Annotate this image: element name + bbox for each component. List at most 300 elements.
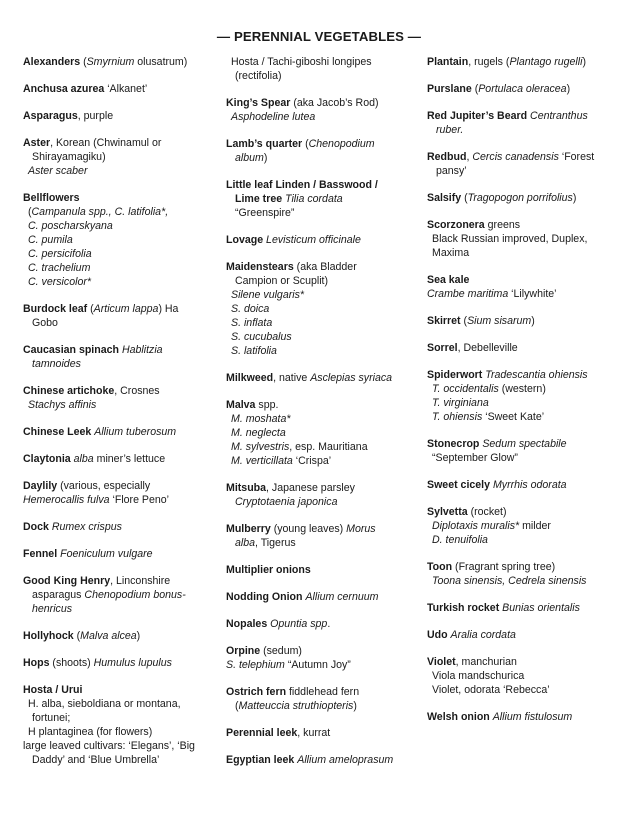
description-text: (shoots) (49, 657, 94, 669)
botanical-name: M. verticillata (231, 455, 293, 467)
entry-heading-line (427, 560, 627, 574)
entry-detail-line (23, 261, 219, 275)
description-text: asparagus (32, 589, 85, 601)
description-text: ( (73, 630, 81, 642)
entry-heading-line (226, 481, 416, 495)
entry-heading-line (427, 55, 627, 69)
common-name: Orpine (226, 645, 261, 657)
description-text: large leaved cultivars: ‘Elegans’, ‘Big (23, 740, 195, 752)
plant-entry (427, 505, 627, 547)
plant-entry (427, 710, 627, 724)
entry-detail-line (226, 440, 416, 454)
common-name: Red Jupiter’s Beard (427, 110, 528, 122)
description-text: pansy’ (436, 165, 467, 177)
plant-entry (427, 628, 627, 642)
entry-heading-line (427, 710, 627, 724)
description-text: ) (353, 700, 357, 712)
plant-entry (23, 384, 219, 412)
botanical-name: Hemerocallis fulva (23, 494, 110, 506)
common-name: Mitsuba (226, 482, 267, 494)
plant-entry (226, 644, 416, 672)
description-text: Daddy’ and ‘Blue Umbrella’ (32, 754, 160, 766)
entry-heading-line (226, 644, 416, 658)
botanical-name: Tilia cordata (285, 193, 343, 205)
botanical-name: Plantago rugelli (509, 56, 583, 68)
description-text: , manchurian (455, 656, 517, 668)
description-text: fiddlehead fern (286, 686, 360, 698)
entry-detail-line (226, 426, 416, 440)
entry-detail-line (427, 683, 627, 697)
common-name: Salsify (427, 192, 462, 204)
common-name: Fennel (23, 548, 58, 560)
botanical-name: Cercis canadensis (472, 151, 559, 163)
common-name: Maidenstears (226, 261, 294, 273)
entry-detail-line (23, 233, 219, 247)
plant-entry (23, 683, 219, 767)
description-text: , Tigerus (255, 537, 296, 549)
description-text: ( (87, 303, 94, 315)
description-text: (rectifolia) (235, 70, 282, 82)
description-text: ‘Sweet Kate’ (482, 411, 545, 423)
description-text: ) Ha (158, 303, 179, 315)
description-text: , Crosnes (114, 385, 160, 397)
botanical-name: Morus (346, 523, 376, 535)
plant-entry (23, 425, 219, 439)
botanical-name: Allium fistulosum (492, 711, 573, 723)
description-text: (sedum) (260, 645, 302, 657)
plant-entry (23, 136, 219, 178)
description-text: ‘Lilywhite’ (508, 288, 557, 300)
botanical-name: S. inflata (231, 317, 273, 329)
botanical-name: Centranthus (530, 110, 588, 122)
description-text: ( (302, 138, 309, 150)
botanical-name: T. virginiana (432, 397, 489, 409)
common-name: Dock (23, 521, 49, 533)
botanical-name: S. cucubalus (231, 331, 292, 343)
description-text: milder (519, 520, 551, 532)
description-text: , (466, 151, 473, 163)
plant-entry (226, 178, 416, 220)
entry-heading-line (226, 233, 416, 247)
common-name: Skirret (427, 315, 461, 327)
plant-entry (427, 601, 627, 615)
common-name: Sylvetta (427, 506, 468, 518)
common-name: Claytonia (23, 453, 71, 465)
botanical-name: Crambe maritima (427, 288, 509, 300)
common-name: Bellflowers (23, 192, 80, 204)
entry-detail-line (427, 669, 627, 683)
entry-heading-line (23, 452, 219, 466)
botanical-name: Tragopogon porrifolius (467, 192, 573, 204)
description-text: H plantaginea (for flowers) (28, 726, 153, 738)
entry-heading-line (226, 260, 416, 274)
entry-heading-line (226, 685, 416, 699)
botanical-name: M. moshata* (231, 413, 291, 425)
entry-heading-line (427, 437, 627, 451)
plant-entry (23, 520, 219, 534)
botanical-name: Humulus lupulus (93, 657, 172, 669)
entry-detail-line (23, 150, 219, 164)
entry-heading-line (23, 547, 219, 561)
botanical-name: S. doica (231, 303, 270, 315)
plant-entry (226, 617, 416, 631)
common-name: Good King Henry (23, 575, 111, 587)
description-text: (western) (498, 383, 546, 395)
column-3 (427, 55, 627, 737)
entry-detail-line (427, 232, 627, 246)
description-text: fortunei; (32, 712, 71, 724)
plant-entry (427, 560, 627, 588)
botanical-name: Foeniculum vulgare (60, 548, 153, 560)
description-text: “September Glow” (432, 452, 518, 464)
description-text: greens (484, 219, 521, 231)
entry-heading-line (427, 150, 627, 164)
plant-entry (226, 563, 416, 577)
botanical-name: Smyrnium (86, 56, 135, 68)
description-text: ) (566, 83, 571, 95)
entry-detail-line (427, 246, 627, 260)
plant-entry (427, 82, 627, 96)
description-text: Shirayamagiku) (32, 151, 106, 163)
entry-detail-line (226, 206, 416, 220)
entry-heading-line (427, 314, 627, 328)
description-text: , Korean (Chwinamul or (50, 137, 162, 149)
botanical-name: C. pumila (28, 234, 73, 246)
description-text: ) (136, 630, 141, 642)
entry-heading-line (226, 590, 416, 604)
botanical-name: S. latifolia (231, 345, 277, 357)
entry-detail-line (427, 382, 627, 396)
botanical-name: Tradescantia ohiensis (485, 369, 588, 381)
common-name: Chinese artichoke (23, 385, 115, 397)
plant-entry (427, 273, 627, 301)
entry-heading-line (23, 384, 219, 398)
plant-entry (427, 314, 627, 328)
entry-detail-line (23, 316, 219, 330)
plant-entry (23, 191, 219, 289)
entry-detail-line (226, 536, 416, 550)
entry-detail-line (427, 533, 627, 547)
description-text: Maxima (432, 247, 470, 259)
page-title: — PERENNIAL VEGETABLES — (216, 29, 422, 44)
entry-detail-line (226, 495, 416, 509)
botanical-name: Levisticum officinale (266, 234, 361, 246)
entry-heading-line (427, 218, 627, 232)
botanical-name: Toona sinensis, Cedrela sinensis (432, 575, 587, 587)
description-text: ) (263, 152, 268, 164)
botanical-name: Allium tuberosum (94, 426, 177, 438)
entry-detail-line (23, 275, 219, 289)
entry-heading-line (427, 655, 627, 669)
description-text: ) (572, 192, 577, 204)
entry-heading-line (23, 302, 219, 316)
plant-entry (427, 109, 627, 137)
botanical-name: Diplotaxis muralis* (432, 520, 520, 532)
common-name: Anchusa azurea (23, 83, 105, 95)
entry-heading-line (23, 520, 219, 534)
entry-detail-line (226, 316, 416, 330)
botanical-name: Allium cernuum (305, 591, 379, 603)
common-name: Nodding Onion (226, 591, 303, 603)
botanical-name: Asclepias syriaca (310, 372, 393, 384)
description-text: (aka Bladder (293, 261, 357, 273)
botanical-name: album (235, 152, 264, 164)
entry-heading-line (427, 341, 627, 355)
botanical-name: C. trachelium (28, 262, 91, 274)
botanical-name: T. ohiensis (432, 411, 483, 423)
description-text: (Fragrant spring tree) (452, 561, 556, 573)
botanical-name: Aralia cordata (450, 629, 516, 641)
common-name: Lime tree (235, 193, 283, 205)
entry-detail-line (226, 274, 416, 288)
entry-detail-line (23, 219, 219, 233)
description-text: Viola mandschurica (432, 670, 525, 682)
botanical-name: alba (235, 537, 256, 549)
common-name: Plantain (427, 56, 469, 68)
common-name: King’s Spear (226, 97, 291, 109)
description-text: , kurrat (297, 727, 331, 739)
botanical-name: henricus (32, 603, 73, 615)
plant-entry (427, 437, 627, 465)
plant-entry (226, 753, 416, 767)
description-text: ( (460, 315, 468, 327)
entry-detail-line (427, 410, 627, 424)
plant-entry (23, 629, 219, 643)
description-text: H. alba, sieboldiana or montana, (28, 698, 181, 710)
description-text: ‘Forest (558, 151, 595, 163)
entry-heading-line (23, 191, 219, 205)
entry-detail-line (226, 69, 416, 83)
entry-detail-line (226, 151, 416, 165)
entry-heading-line (226, 55, 416, 69)
botanical-name: S. telephium (226, 659, 285, 671)
description-text: ) (531, 315, 535, 327)
common-name: Lovage (226, 234, 264, 246)
plant-entry (23, 452, 219, 466)
description-text: (various, especially (57, 480, 151, 492)
botanical-name: Cryptotaenia japonica (235, 496, 338, 508)
botanical-name: Articum lappa (93, 303, 159, 315)
plant-entry (23, 656, 219, 670)
botanical-name: Aster scaber (28, 165, 88, 177)
botanical-name: Sedum spectabile (482, 438, 567, 450)
entry-detail-line (226, 658, 416, 672)
entry-detail-line (23, 398, 219, 412)
description-text: (rocket) (467, 506, 507, 518)
entry-heading-line (226, 178, 416, 192)
plant-entry (427, 478, 627, 492)
botanical-name: Stachys affinis (28, 399, 97, 411)
description-text: , Debelleville (457, 342, 518, 354)
entry-heading-line (226, 522, 416, 536)
entry-heading-line (427, 505, 627, 519)
plant-entry (23, 547, 219, 561)
common-name: Daylily (23, 480, 58, 492)
description-text: “Autumn Joy” (284, 659, 351, 671)
entry-detail-line (23, 725, 219, 739)
common-name: Aster (23, 137, 51, 149)
common-name: Welsh onion (427, 711, 490, 723)
description-text: ( (471, 83, 479, 95)
botanical-name: Rumex crispus (51, 521, 122, 533)
botanical-name: ruber. (436, 124, 464, 136)
plant-entry (23, 302, 219, 330)
plant-entry (427, 191, 627, 205)
plant-entry (226, 590, 416, 604)
common-name: Nopales (226, 618, 268, 630)
description-text: . (327, 618, 331, 630)
entry-heading-line (23, 479, 219, 493)
common-name: Toon (427, 561, 453, 573)
entry-detail-line (226, 699, 416, 713)
plant-entry (226, 260, 416, 358)
botanical-name: D. tenuifolia (432, 534, 488, 546)
entry-heading-line (23, 629, 219, 643)
entry-heading-line (226, 617, 416, 631)
entry-heading-line (23, 683, 219, 697)
entry-heading-line (23, 55, 219, 69)
common-name: Asparagus (23, 110, 78, 122)
plant-entry (427, 341, 627, 355)
plant-entry (23, 109, 219, 123)
botanical-name: tamnoides (32, 358, 81, 370)
entry-heading-line (427, 601, 627, 615)
plant-entry (226, 233, 416, 247)
plant-entry (226, 55, 416, 83)
description-text: Campion or Scuplit) (235, 275, 329, 287)
botanical-name: C. persicifolia (28, 248, 92, 260)
botanical-name: Myrrhis odorata (492, 479, 567, 491)
entry-detail-line (427, 574, 627, 588)
common-name: Multiplier onions (226, 564, 311, 576)
common-name: Sweet cicely (427, 479, 491, 491)
common-name: Caucasian spinach (23, 344, 119, 356)
common-name: Malva (226, 399, 256, 411)
common-name: Ostrich fern (226, 686, 287, 698)
plant-entry (226, 685, 416, 713)
description-text: (young leaves) (270, 523, 347, 535)
description-text: ‘Alkanet’ (104, 83, 148, 95)
botanical-name: M. neglecta (231, 427, 286, 439)
description-text: Violet, odorata ‘Rebecca’ (432, 684, 550, 696)
botanical-name: C. versicolor* (28, 276, 91, 288)
entry-heading-line (427, 191, 627, 205)
entry-detail-line (23, 711, 219, 725)
entry-heading-line (226, 371, 416, 385)
entry-detail-line (23, 753, 219, 767)
plant-entry (427, 55, 627, 69)
entry-detail-line (226, 192, 416, 206)
common-name: Stonecrop (427, 438, 480, 450)
entry-detail-line (23, 697, 219, 711)
common-name: Mulberry (226, 523, 271, 535)
entry-detail-line (226, 110, 416, 124)
botanical-name: Sium sisarum (467, 315, 532, 327)
botanical-name: Malva alcea (80, 630, 137, 642)
description-text: ( (461, 192, 468, 204)
plant-entry (226, 398, 416, 468)
plant-entry (226, 137, 416, 165)
entry-detail-line (427, 287, 627, 301)
description-text: (aka Jacob’s Rod) (290, 97, 379, 109)
common-name: Alexanders (23, 56, 81, 68)
plant-entry (427, 368, 627, 424)
botanical-name: Hablitzia (121, 344, 163, 356)
entry-detail-line (23, 493, 219, 507)
plant-entry (23, 479, 219, 507)
description-text: , native (273, 372, 311, 384)
description-text: ( (28, 206, 32, 218)
common-name: Egyptian leek (226, 754, 295, 766)
entry-detail-line (226, 330, 416, 344)
entry-detail-line (23, 164, 219, 178)
entry-detail-line (427, 164, 627, 178)
entry-detail-line (23, 588, 219, 602)
entry-detail-line (23, 739, 219, 753)
description-text: Black Russian improved, Duplex, (432, 233, 588, 245)
entry-heading-line (23, 425, 219, 439)
entry-heading-line (23, 109, 219, 123)
column-1 (23, 55, 219, 780)
botanical-name: Portulaca oleracea (478, 83, 567, 95)
entry-heading-line (226, 563, 416, 577)
description-text: “Greenspire” (235, 207, 295, 219)
botanical-name: Silene vulgaris* (231, 289, 305, 301)
botanical-name: T. occidentalis (432, 383, 499, 395)
description-text: , purple (77, 110, 114, 122)
entry-heading-line (23, 82, 219, 96)
entry-heading-line (427, 628, 627, 642)
plant-entry (226, 371, 416, 385)
common-name: Burdock leaf (23, 303, 88, 315)
description-text: Gobo (32, 317, 58, 329)
entry-detail-line (23, 205, 219, 219)
description-text: , rugels ( (468, 56, 510, 68)
plant-entry (226, 96, 416, 124)
description-text: ( (80, 56, 87, 68)
botanical-name: C. poscharskyana (28, 220, 113, 232)
entry-heading-line (23, 343, 219, 357)
common-name: Hollyhock (23, 630, 74, 642)
common-name: Chinese Leek (23, 426, 92, 438)
entry-heading-line (427, 82, 627, 96)
entry-heading-line (226, 753, 416, 767)
entry-detail-line (226, 288, 416, 302)
botanical-name: Bunias orientalis (502, 602, 580, 614)
botanical-name: M. sylvestris (231, 441, 290, 453)
description-text: ) (582, 56, 586, 68)
entry-heading-line (427, 109, 627, 123)
plant-entry (23, 82, 219, 96)
entry-heading-line (226, 726, 416, 740)
entry-heading-line (226, 398, 416, 412)
common-name: Hosta / Urui (23, 684, 83, 696)
entry-detail-line (23, 357, 219, 371)
plant-entry (427, 655, 627, 697)
plant-entry (427, 150, 627, 178)
entry-detail-line (427, 519, 627, 533)
description-text: ‘Crispa’ (292, 455, 332, 467)
entry-detail-line (226, 302, 416, 316)
entry-heading-line (226, 96, 416, 110)
description-text: , esp. Mauritiana (289, 441, 368, 453)
entry-heading-line (427, 273, 627, 287)
botanical-name: alba (73, 453, 94, 465)
plant-entry (226, 481, 416, 509)
botanical-name: Asphodeline lutea (231, 111, 316, 123)
entry-detail-line (427, 451, 627, 465)
plant-entry (226, 726, 416, 740)
